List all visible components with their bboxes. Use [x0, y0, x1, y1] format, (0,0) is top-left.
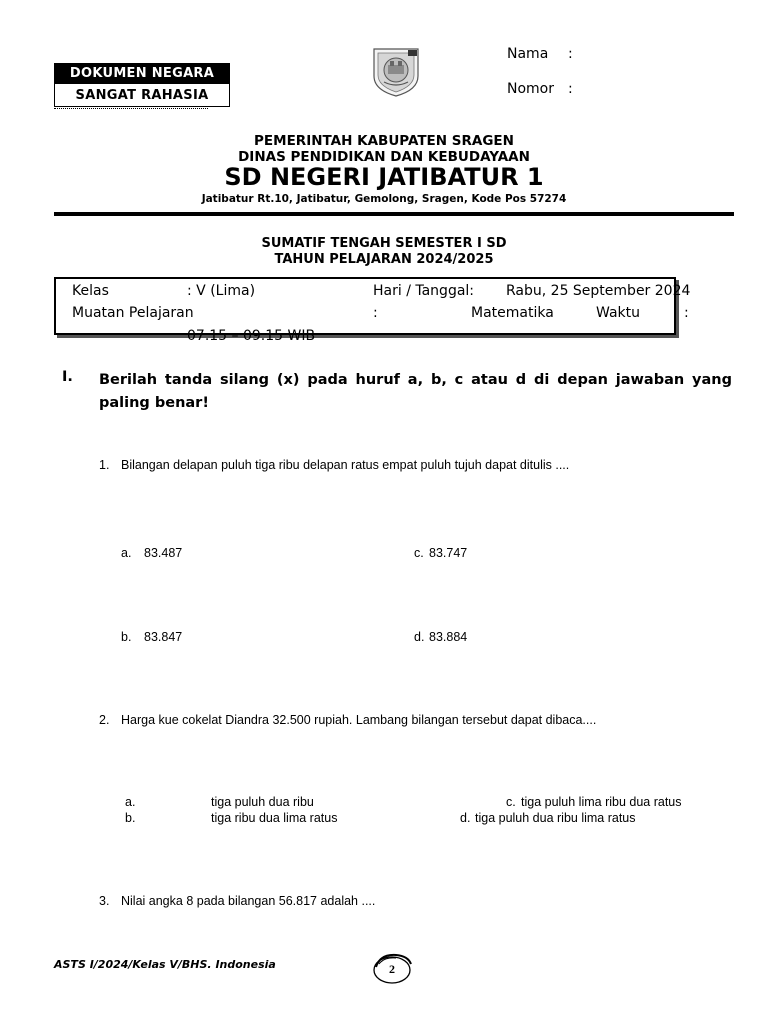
exam-year: TAHUN PELAJARAN 2024/2025 [274, 252, 494, 267]
option-text: tiga puluh dua ribu lima ratus [475, 811, 636, 825]
option-text: 83.747 [429, 546, 468, 560]
question-number: 1. [99, 458, 110, 472]
document-label-bottom: SANGAT RAHASIA [75, 88, 209, 103]
question-text: Harga kue cokelat Diandra 32.500 rupiah. Lambang bilangan tersebut dapat dibaca.... [121, 713, 597, 727]
subject-colon: : [373, 305, 378, 321]
section-number: I. [62, 369, 73, 385]
school-address: Jatibatur Rt.10, Jatibatur, Gemolong, Sragen, Kode Pos 57274 [201, 193, 567, 205]
time-value: 07.15 – 09.15 WIB [187, 328, 316, 341]
option-text: 83.847 [144, 630, 183, 644]
option-text: tiga ribu dua lima ratus [211, 811, 338, 825]
name-label: Nama [507, 46, 549, 62]
time-label: Waktu [596, 305, 640, 321]
option-letter[interactable]: b. [125, 811, 136, 825]
footer-code: ASTS I/2024/Kelas V/BHS. Indonesia [54, 958, 276, 971]
section-instruction: Berilah tanda silang (x) pada huruf a, b, c atau d di depan jawaban yang paling benar! [99, 372, 732, 411]
page-number: 2 [389, 962, 395, 976]
option-letter[interactable]: c. [506, 795, 516, 809]
name-colon: : [568, 46, 573, 62]
regency-emblem-icon [370, 46, 422, 98]
option-text: 83.884 [429, 630, 468, 644]
exam-title: SUMATIF TENGAH SEMESTER I SD [261, 236, 507, 251]
option-letter[interactable]: a. [125, 795, 136, 809]
day-date-value: Rabu, 25 September 2024 [506, 283, 691, 299]
question-number: 2. [99, 713, 110, 727]
day-date-label: Hari / Tanggal: [373, 283, 475, 299]
department-title: DINAS PENDIDIKAN DAN KEBUDAYAAN [238, 149, 530, 165]
option-letter[interactable]: d. [460, 811, 471, 825]
option-letter[interactable]: b. [121, 630, 132, 644]
document-label-top: DOKUMEN NEGARA [55, 64, 229, 84]
option-text: 83.487 [144, 546, 183, 560]
number-label: Nomor [507, 81, 554, 97]
time-colon: : [684, 305, 689, 321]
option-letter[interactable]: a. [121, 546, 132, 560]
school-name: SD NEGERI JATIBATUR 1 [224, 163, 544, 191]
subject-value: Matematika [471, 305, 554, 321]
dotted-line [54, 102, 208, 109]
question-number: 3. [99, 894, 110, 908]
document-classification-box [54, 63, 230, 107]
header-rule [54, 212, 734, 216]
option-text: tiga puluh lima ribu dua ratus [521, 795, 682, 809]
class-value: : V (Lima) [187, 283, 256, 299]
question-text: Nilai angka 8 pada bilangan 56.817 adalah .... [121, 894, 376, 908]
subject-label: Muatan Pelajaran [72, 305, 194, 321]
government-title: PEMERINTAH KABUPATEN SRAGEN [254, 133, 514, 149]
option-letter[interactable]: d. [414, 630, 425, 644]
option-letter[interactable]: c. [414, 546, 424, 560]
question-text: Bilangan delapan puluh tiga ribu delapan ratus empat puluh tujuh dapat ditulis .... [121, 458, 570, 472]
option-text: tiga puluh dua ribu [211, 795, 314, 809]
class-label: Kelas [72, 283, 109, 299]
number-colon: : [568, 81, 573, 97]
